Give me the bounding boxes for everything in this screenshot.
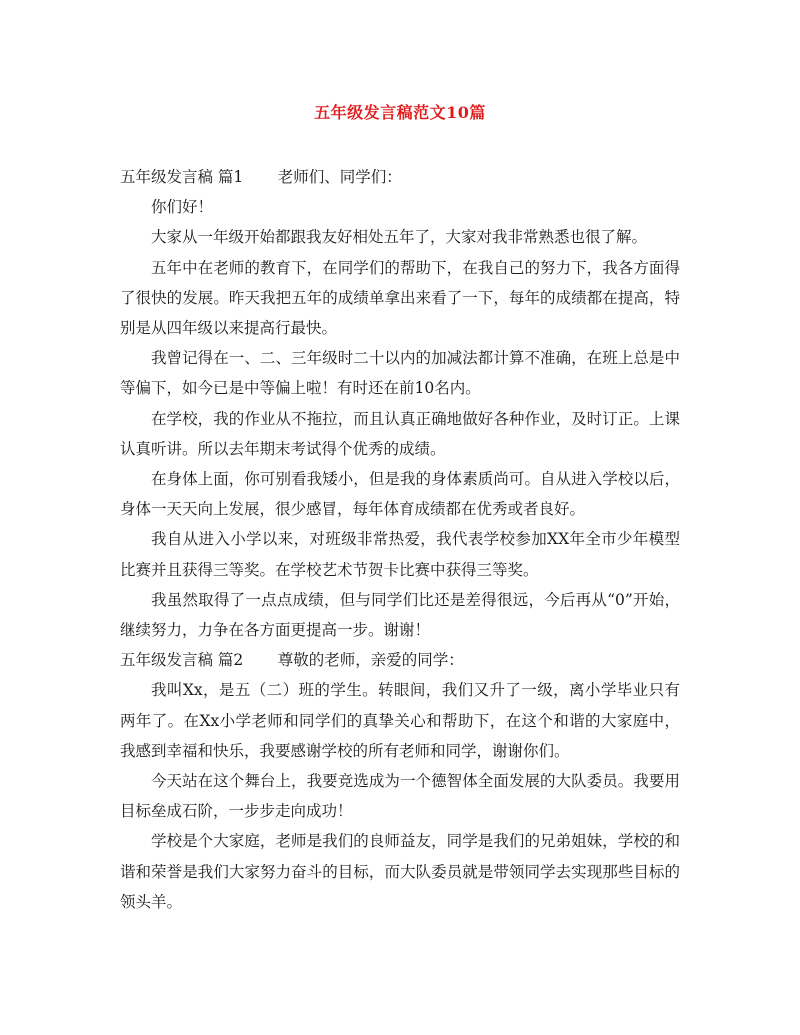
section-heading-1: 五年级发言稿 篇1 老师们、同学们： bbox=[120, 168, 402, 186]
paragraph: 我叫Xx，是五（二）班的学生。转眼间，我们又升了一级，离小学毕业只有两年了。在Xx小学老师和同学们的真挚关心和帮助下，在这个和谐的大家庭中，我感到幸福和快乐，我要感谢学校的所有老师和同学，谢谢你们。 bbox=[120, 681, 680, 760]
paragraph: 我虽然取得了一点点成绩，但与同学们比还是差得很远，今后再从“0”开始，继续努力，力争在各方面更提高一步。谢谢！ bbox=[120, 590, 680, 640]
document-title: 五年级发言稿范文10篇 bbox=[314, 103, 486, 122]
paragraph: 我曾记得在一、二、三年级时二十以内的加减法都计算不准确，在班上总是中等偏下，如今已是中等偏上啦！有时还在前10名内。 bbox=[120, 349, 680, 398]
paragraph: 在学校，我的作业从不拖拉，而且认真正确地做好各种作业，及时订正。上课认真听讲。所以去年期末考试得个优秀的成绩。 bbox=[120, 409, 680, 458]
paragraph: 在身体上面，你可别看我矮小，但是我的身体素质尚可。自从进入学校以后，身体一天天向上发展，很少感冒，每年体育成绩都在优秀或者良好。 bbox=[120, 470, 680, 519]
paragraph: 学校是个大家庭，老师是我们的良师益友，同学是我们的兄弟姐妹，学校的和谐和荣誉是我们大家努力奋斗的目标，而大队委员就是带领同学去实现那些目标的领头羊。 bbox=[120, 832, 680, 911]
document-body bbox=[120, 162, 680, 917]
paragraph: 今天站在这个舞台上，我要竞选成为一个德智体全面发展的大队委员。我要用目标垒成石阶，一步步走向成功！ bbox=[120, 772, 680, 821]
paragraph: 大家从一年级开始都跟我友好相处五年了，大家对我非常熟悉也很了解。 bbox=[151, 228, 648, 247]
paragraph: 五年中在老师的教育下，在同学们的帮助下，在我自己的努力下，我各方面得了很快的发展。昨天我把五年的成绩单拿出来看了一下，每年的成绩都在提高，特别是从四年级以来提高行最快。 bbox=[120, 258, 680, 338]
paragraph: 我自从进入小学以来，对班级非常热爱，我代表学校参加XX年全市少年模型比赛并且获得三等奖。在学校艺术节贺卡比赛中获得三等奖。 bbox=[120, 530, 680, 579]
paragraph: 你们好！ bbox=[151, 198, 214, 217]
section-heading-2: 五年级发言稿 篇2 尊敬的老师，亲爱的同学： bbox=[120, 651, 464, 670]
